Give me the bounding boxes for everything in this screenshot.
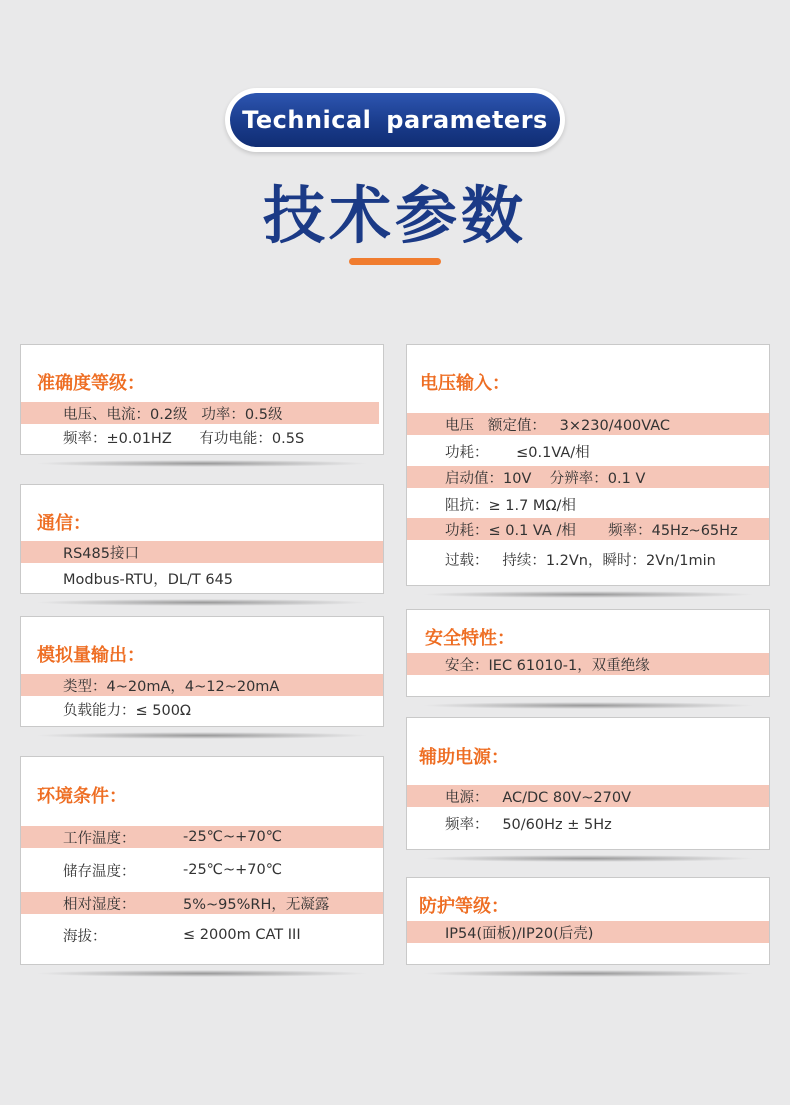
card-title-aux-power: 辅助电源： [419, 747, 509, 768]
card-title-voltage-input: 电压输入： [420, 373, 510, 394]
environment-value-1: -25℃~+70℃ [183, 829, 283, 845]
header-badge [225, 88, 565, 152]
card-protection [406, 877, 770, 965]
analog-output-row-1: 类型：4~20mA，4~12~20mA [21, 674, 383, 696]
environment-label-2: 储存温度： [63, 863, 136, 880]
card-aux-power [406, 717, 770, 850]
card-voltage-input [406, 344, 770, 586]
environment-row-1 [21, 826, 383, 848]
aux-power-row-2: 频率： 50/60Hz ± 5Hz [445, 816, 612, 833]
environment-value-2: -25℃~+70℃ [183, 862, 283, 878]
voltage-input-row-4: 阻抗：≥ 1.7 MΩ/相 [445, 497, 576, 514]
card-accuracy [20, 344, 384, 455]
environment-value-3: 5%~95%RH，无凝露 [183, 896, 330, 913]
environment-label-4: 海拔： [63, 928, 107, 945]
voltage-input-row-2: 功耗： ≤0.1VA/相 [445, 444, 590, 461]
environment-row-2 [21, 859, 383, 881]
voltage-input-row-3: 启动值：10V 分辨率：0.1 V [407, 466, 769, 488]
voltage-input-row-6: 过载： 持续：1.2Vn，瞬时：2Vn/1min [445, 552, 716, 569]
card-title-environment: 环境条件： [37, 786, 127, 807]
environment-label-1: 工作温度： [63, 830, 136, 847]
card-title-analog-output: 模拟量输出： [37, 645, 145, 666]
title-underline [349, 258, 441, 265]
card-title-protection: 防护等级： [419, 896, 509, 917]
page-title: 技术参数 [262, 179, 527, 252]
voltage-input-row-1: 电压 额定值： 3×230/400VAC [407, 413, 769, 435]
card-communication [20, 484, 384, 594]
environment-row-4 [21, 924, 383, 946]
card-title-safety: 安全特性： [425, 628, 515, 649]
safety-row-1: 安全：IEC 61010-1，双重绝缘 [407, 653, 769, 675]
protection-row-1: IP54(面板)/IP20(后壳) [407, 921, 769, 943]
environment-value-4: ≤ 2000m CAT III [183, 927, 301, 943]
card-title-accuracy: 准确度等级： [37, 373, 145, 394]
environment-row-3 [21, 892, 383, 914]
communication-row-2: Modbus-RTU，DL/T 645 [63, 571, 234, 588]
voltage-input-row-5: 功耗：≤ 0.1 VA /相 频率：45Hz~65Hz [407, 518, 769, 540]
card-analog-output [20, 616, 384, 727]
accuracy-row-1: 电压、电流：0.2级 功率：0.5级 [21, 402, 379, 424]
communication-row-1: RS485接口 [21, 541, 383, 563]
analog-output-row-2: 负载能力：≤ 500Ω [63, 702, 192, 719]
accuracy-row-2: 频率：±0.01HZ 有功电能：0.5S [63, 430, 305, 447]
aux-power-row-1: 电源： AC/DC 80V~270V [407, 785, 769, 807]
card-title-communication: 通信： [37, 513, 91, 534]
card-safety [406, 609, 770, 697]
header-en-title: Technical parameters [230, 93, 560, 147]
card-environment [20, 756, 384, 965]
environment-label-3: 相对湿度： [63, 896, 136, 913]
